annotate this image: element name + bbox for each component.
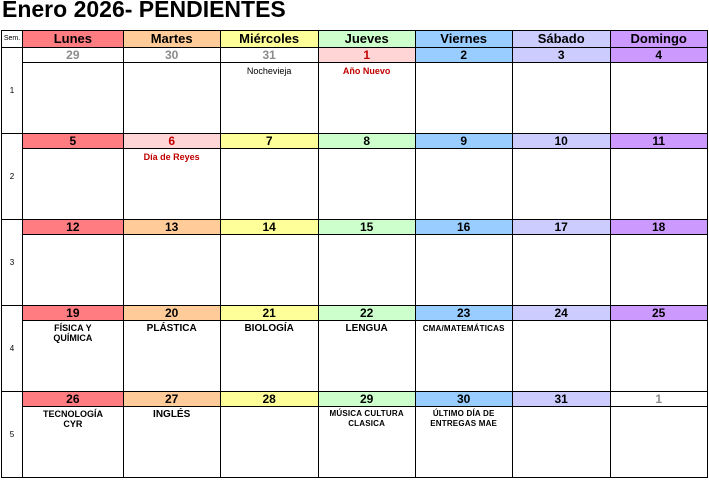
day-number[interactable]: 24	[512, 306, 610, 321]
day-number[interactable]: 13	[123, 220, 220, 235]
day-cell[interactable]	[318, 235, 415, 306]
day-cell[interactable]	[123, 407, 220, 478]
holiday-note: Día de Reyes	[143, 152, 200, 162]
task-note: PLÁSTICA	[146, 323, 197, 334]
day-number[interactable]: 26	[23, 392, 124, 407]
day-cell[interactable]	[415, 235, 512, 306]
day-cell[interactable]	[318, 63, 415, 134]
day-number[interactable]: 3	[512, 48, 610, 63]
task-note: INGLÉS	[153, 409, 191, 420]
day-number[interactable]: 29	[23, 48, 124, 63]
week-row-4-cells	[2, 321, 708, 392]
day-cell[interactable]	[610, 235, 707, 306]
week-column-header: Sem.	[2, 31, 23, 48]
day-cell[interactable]	[23, 407, 124, 478]
day-cell[interactable]	[220, 149, 318, 220]
day-number[interactable]: 7	[220, 134, 318, 149]
day-cell[interactable]	[610, 63, 707, 134]
day-number[interactable]: 23	[415, 306, 512, 321]
task-note: ÚLTIMO DÍA DE ENTREGAS MAE	[430, 409, 498, 428]
day-number[interactable]: 16	[415, 220, 512, 235]
task-note: TECNOLOGÍA CYR	[43, 409, 103, 429]
calendar-grid	[1, 30, 708, 478]
day-cell[interactable]	[512, 63, 610, 134]
day-number[interactable]: 1	[610, 392, 707, 407]
day-cell[interactable]	[220, 321, 318, 392]
week-row-1-cells	[2, 63, 708, 134]
day-cell[interactable]	[610, 149, 707, 220]
day-number[interactable]: 9	[415, 134, 512, 149]
week-row-1-dates	[2, 48, 708, 63]
week-row-3-cells	[2, 235, 708, 306]
day-number[interactable]: 30	[415, 392, 512, 407]
day-number[interactable]: 28	[220, 392, 318, 407]
week-number: 5	[2, 392, 23, 478]
day-number[interactable]: 31	[220, 48, 318, 63]
day-cell[interactable]	[318, 321, 415, 392]
day-cell[interactable]	[512, 149, 610, 220]
day-cell[interactable]	[23, 321, 124, 392]
task-note: MÚSICA CULTURA CLASICA	[329, 409, 404, 428]
day-number[interactable]: 14	[220, 220, 318, 235]
weekday-header-martes: Martes	[123, 31, 220, 48]
day-cell[interactable]	[318, 149, 415, 220]
holiday-note: Nochevieja	[246, 66, 292, 76]
weekday-header-lunes: Lunes	[23, 31, 124, 48]
day-cell[interactable]	[415, 149, 512, 220]
task-note: FÍSICA Y QUÍMICA	[53, 323, 93, 343]
weekday-header-domingo: Domingo	[610, 31, 707, 48]
weekday-header-row	[2, 31, 708, 48]
day-number[interactable]: 5	[23, 134, 124, 149]
day-cell[interactable]	[23, 149, 124, 220]
day-cell[interactable]	[318, 407, 415, 478]
week-number: 2	[2, 134, 23, 220]
day-number[interactable]: 30	[123, 48, 220, 63]
day-cell[interactable]	[512, 235, 610, 306]
day-cell[interactable]	[220, 63, 318, 134]
weekday-header-viernes: Viernes	[415, 31, 512, 48]
day-cell[interactable]	[415, 63, 512, 134]
holiday-note: Año Nuevo	[342, 66, 391, 76]
week-row-4-dates	[2, 306, 708, 321]
week-number: 1	[2, 48, 23, 134]
day-number[interactable]: 12	[23, 220, 124, 235]
day-number[interactable]: 31	[512, 392, 610, 407]
day-cell[interactable]	[415, 407, 512, 478]
day-number[interactable]: 20	[123, 306, 220, 321]
day-cell[interactable]	[23, 235, 124, 306]
day-cell[interactable]	[220, 407, 318, 478]
task-note: LENGUA	[345, 323, 388, 334]
day-cell[interactable]	[415, 321, 512, 392]
day-number[interactable]: 4	[610, 48, 707, 63]
day-cell[interactable]	[512, 407, 610, 478]
day-cell[interactable]	[123, 235, 220, 306]
weekday-header-miercoles: Miércoles	[220, 31, 318, 48]
day-number[interactable]: 27	[123, 392, 220, 407]
calendar-title: Enero 2026- PENDIENTES	[2, 0, 286, 22]
week-row-5-dates	[2, 392, 708, 407]
day-cell[interactable]	[123, 63, 220, 134]
day-cell[interactable]	[123, 321, 220, 392]
day-number[interactable]: 25	[610, 306, 707, 321]
day-number[interactable]: 6	[123, 134, 220, 149]
week-row-5-cells	[2, 407, 708, 478]
day-number[interactable]: 10	[512, 134, 610, 149]
day-number[interactable]: 22	[318, 306, 415, 321]
weekday-header-sabado: Sábado	[512, 31, 610, 48]
weekday-header-jueves: Jueves	[318, 31, 415, 48]
day-number[interactable]: 17	[512, 220, 610, 235]
day-number[interactable]: 18	[610, 220, 707, 235]
day-number[interactable]: 2	[415, 48, 512, 63]
task-note: CMA/MATEMÁTICAS	[422, 324, 505, 333]
day-cell[interactable]	[610, 321, 707, 392]
week-number: 3	[2, 220, 23, 306]
day-cell[interactable]	[123, 149, 220, 220]
week-row-2-dates	[2, 134, 708, 149]
day-number[interactable]: 15	[318, 220, 415, 235]
day-number[interactable]: 1	[318, 48, 415, 63]
week-row-2-cells	[2, 149, 708, 220]
day-cell[interactable]	[512, 321, 610, 392]
day-cell[interactable]	[610, 407, 707, 478]
task-note: BIOLOGÍA	[244, 323, 294, 334]
week-number: 4	[2, 306, 23, 392]
day-number[interactable]: 8	[318, 134, 415, 149]
week-row-3-dates	[2, 220, 708, 235]
day-number[interactable]: 21	[220, 306, 318, 321]
day-cell[interactable]	[220, 235, 318, 306]
day-number[interactable]: 11	[610, 134, 707, 149]
day-cell[interactable]	[23, 63, 124, 134]
day-number[interactable]: 19	[23, 306, 124, 321]
day-number[interactable]: 29	[318, 392, 415, 407]
